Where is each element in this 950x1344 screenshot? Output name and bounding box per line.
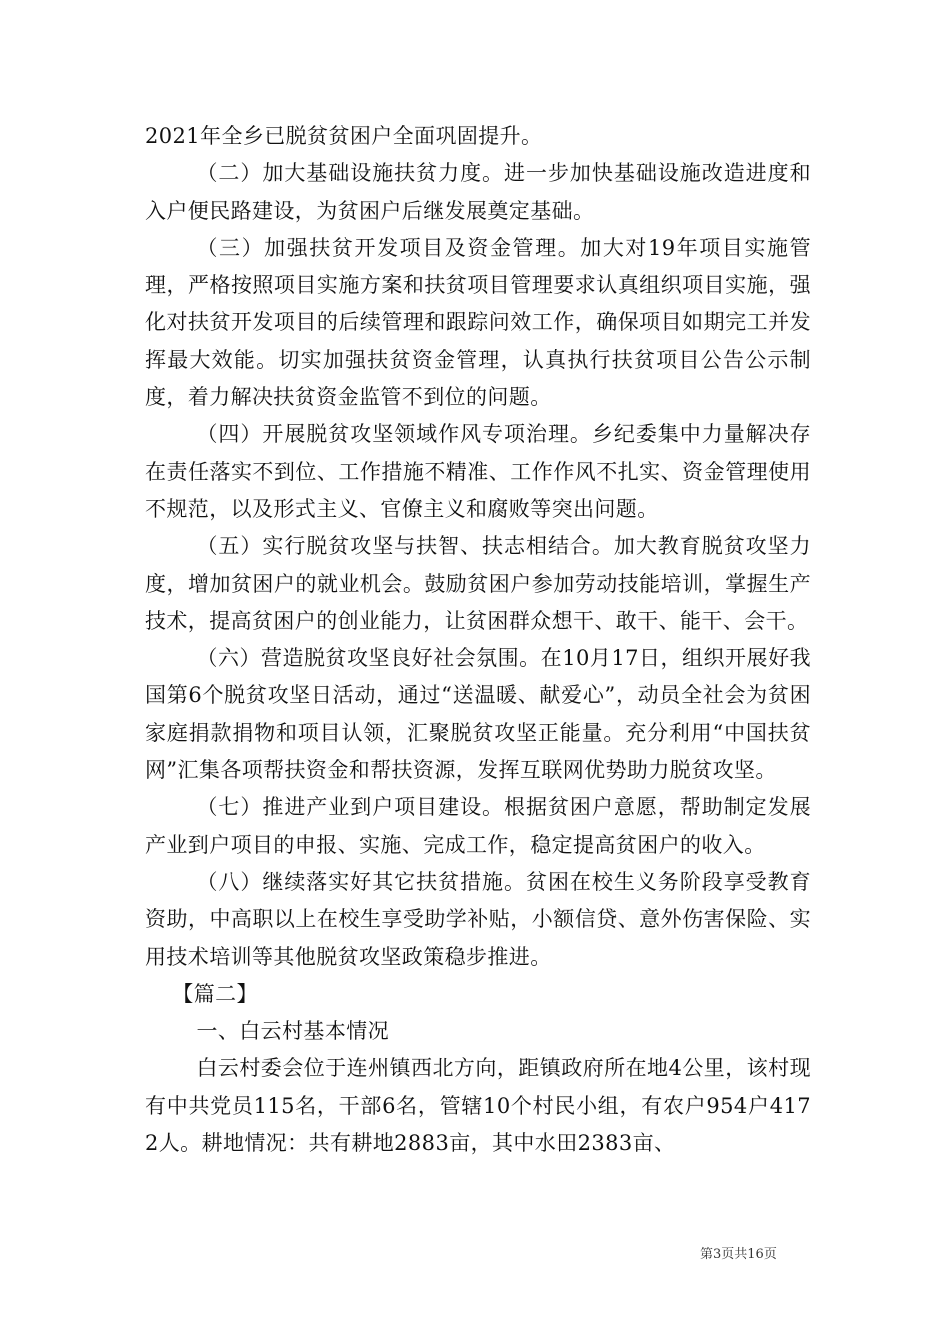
document-body <box>145 118 811 1162</box>
paragraph-section-2: （二）加大基础设施扶贫力度。进一步加快基础设施改造进度和入户便民路建设，为贫困户后继发展奠定基础。 <box>145 161 811 223</box>
paragraph-section-7: （七）推进产业到户项目建设。根据贫困户意愿，帮助制定发展产业到户项目的申报、实施、完成工作，稳定提高贫困户的收入。 <box>145 795 811 857</box>
paragraph-section-3: （三）加强扶贫开发项目及资金管理。加大对19年项目实施管理，严格按照项目实施方案和扶贫项目管理要求认真组织项目实施，强化对扶贫开发项目的后续管理和跟踪问效工作，确保项目如期完工并发挥最大效能。切实加强扶贫资金管理，认真执行扶贫项目公告公示制度，着力解决扶贫资金监管不到位的问题。 <box>145 235 811 410</box>
page-number-footer: 第3页共16页 <box>700 1247 777 1262</box>
paragraph-continuation: 2021年全乡已脱贫贫困户全面巩固提升。 <box>145 124 543 148</box>
paragraph-section-6: （六）营造脱贫攻坚良好社会氛围。在10月17日，组织开展好我国第6个脱贫攻坚日活动，通过“送温暖、献爱心”，动员全社会为贫困家庭捐款捐物和项目认领，汇聚脱贫攻坚正能量。充分利用“中国扶贫网”汇集各项帮扶资金和帮扶资源，发挥互联网优势助力脱贫攻坚。 <box>145 646 811 783</box>
paragraph-section-5: （五）实行脱贫攻坚与扶智、扶志相结合。加大教育脱贫攻坚力度，增加贫困户的就业机会。鼓励贫困户参加劳动技能培训，掌握生产技术，提高贫困户的创业能力，让贫困群众想干、敢干、能干、会干。 <box>145 534 811 633</box>
paragraph-section-8: （八）继续落实好其它扶贫措施。贫困在校生义务阶段享受教育资助，中高职以上在校生享受助学补贴，小额信贷、意外伤害保险、实用技术培训等其他脱贫攻坚政策稳步推进。 <box>145 869 811 969</box>
section-heading: 一、白云村基本情况 <box>196 1019 390 1044</box>
chapter-heading: 【篇二】 <box>172 981 258 1006</box>
paragraph-village-info: 白云村委会位于连州镇西北方向，距镇政府所在地4公里，该村现有中共党员115名，干部6名，管辖10个村民小组，有农户954户4172人。耕地情况：共有耕地2883亩，其中水田2383亩、 <box>145 1056 811 1156</box>
paragraph-section-4: （四）开展脱贫攻坚领域作风专项治理。乡纪委集中力量解决存在责任落实不到位、工作措施不精准、工作作风不扎实、资金管理使用不规范，以及形式主义、官僚主义和腐败等突出问题。 <box>145 422 811 521</box>
